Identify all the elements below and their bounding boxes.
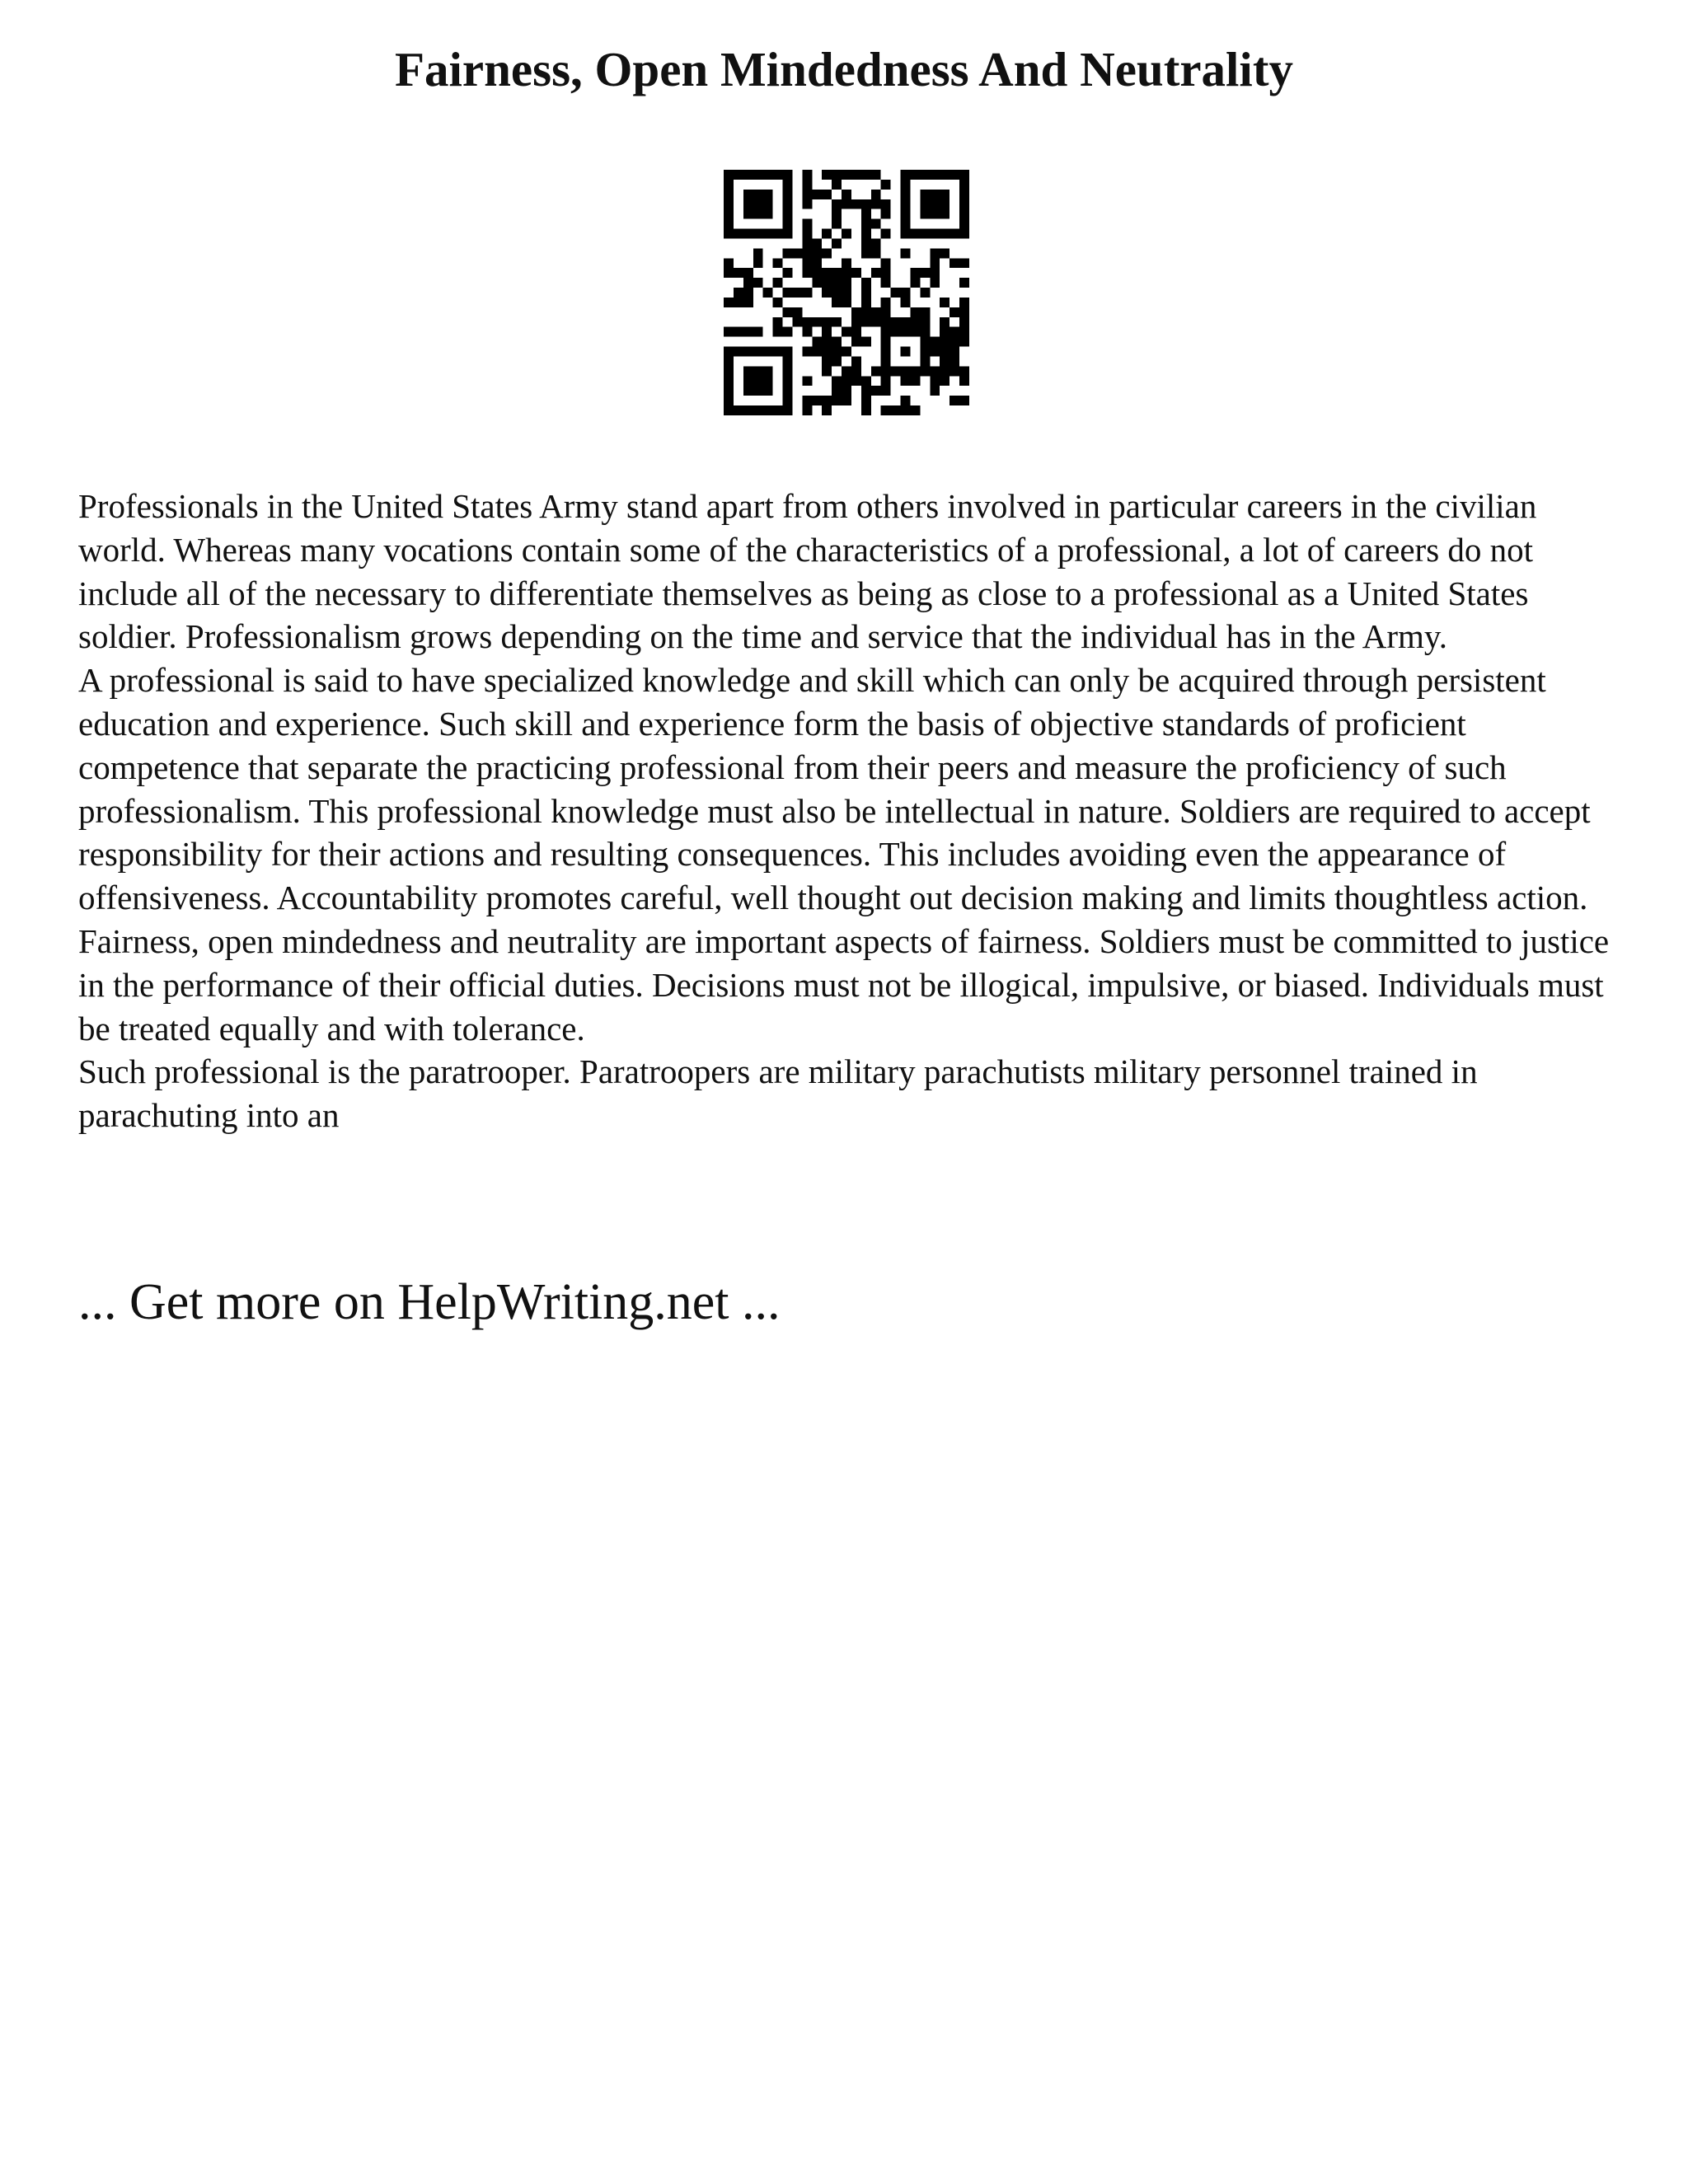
paragraph: Professionals in the United States Army stand apart from others involved in particular careers in the civilian world. Whereas many vocations contain some of the characteristics of a professional, a lot of careers do not include all of the necessary to differentiate themselves as being as close to a professional as a United States soldier. Professionalism grows depending on the time and service that the individual has in the Army. bbox=[78, 487, 1537, 656]
document-title: Fairness, Open Mindedness And Neutrality bbox=[395, 42, 1293, 96]
document-body bbox=[78, 485, 1628, 1137]
get-more-link[interactable]: ... Get more on HelpWriting.net ... bbox=[78, 1274, 781, 1330]
qr-code bbox=[724, 170, 969, 415]
qr-code-icon bbox=[724, 170, 969, 415]
paragraph: A professional is said to have specialized knowledge and skill which can only be acquired through persistent education and experience. Such skill and experience form the basis of objective standards of proficient competence that separate the practicing professional from their peers and measure the proficiency of such professionalism. This professional knowledge must also be intellectual in nature. Soldiers are required to accept responsibility for their actions and resulting consequences. This includes avoiding even the appearance of offensiveness. Accountability promotes careful, well thought out decision making and limits thoughtless action. Fairness, open mindedness and neutrality are important aspects of fairness. Soldiers must be committed to justice in the performance of their official duties. Decisions must not be illogical, impulsive, or biased. Individuals must be treated equally and with tolerance. bbox=[78, 661, 1610, 1047]
paragraph: Such professional is the paratrooper. Paratroopers are military parachutists military personnel trained in parachuting into an bbox=[78, 1052, 1478, 1135]
